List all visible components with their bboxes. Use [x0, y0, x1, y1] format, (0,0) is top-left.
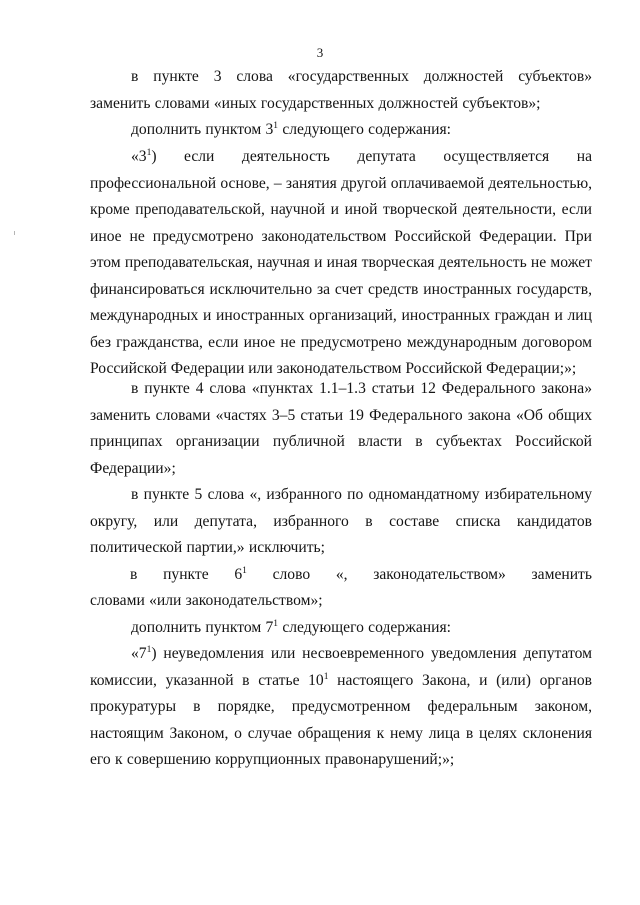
paragraph-amend-point-4: в пункте 4 слова «пунктах 1.1–1.3 статьи 12 Федерального закона» заменить словами «частях 3–5 статьи 19 Федерального закона «Об общих принципах организации публичной власти в субъектах Российской Федерации»;: [90, 380, 592, 477]
paragraph-amend-point-6-line1: в пункте $6^1$ слово «, законодательством» заменить: [130, 566, 592, 583]
margin-mark: [14, 231, 15, 235]
paragraph-point-7-1-text: «$7^1$) неуведомления или несвоевременного уведомления депутатом комиссии, указанной в статье $10^1$ настоящего Закона, и (или) органов прокуратуры в порядке, предусмотренном федеральным законом, настоящим Законом, о случае обращения к нему лица в целях склонения его к совершению коррупционных правонарушений;»;: [90, 645, 593, 768]
paragraph-amend-point-5: в пункте 5 слова «, избранного по одномандатному избирательному округу, или депутата, избранного в составе списка кандидатов политической партии,» исключить;: [90, 486, 592, 556]
paragraph-add-point-7-1: дополнить пунктом $7^1$ следующего содержания:: [131, 619, 451, 636]
paragraph-amend-point-6-line2: словами «или законодательством»;: [90, 592, 323, 609]
paragraph-add-point-3-1: дополнить пунктом $3^1$ следующего содержания:: [131, 121, 451, 138]
page-number: 3: [316, 45, 324, 60]
paragraph-point-3-1-text: «$3^1$) если деятельность депутата осуществляется на профессиональной основе, – занятия другой оплачиваемой деятельностью, кроме преподавательской, научной и иной творческой деятельности, если иное не предусмотрено законодательством Российской Федерации. При этом преподавательская, научная и иная творческая деятельность не может финансироваться исключительно за счет средств иностранных государств, международных и иностранных организаций, иностранных граждан и лиц без гражданства, если иное не предусмотрено международным договором Российской Федерации или законодательством Российской Федерации;»;: [90, 148, 592, 377]
paragraph-amend-point-3: в пункте 3 слова «государственных должностей субъектов» заменить словами «иных государственных должностей субъектов»;: [90, 68, 592, 112]
